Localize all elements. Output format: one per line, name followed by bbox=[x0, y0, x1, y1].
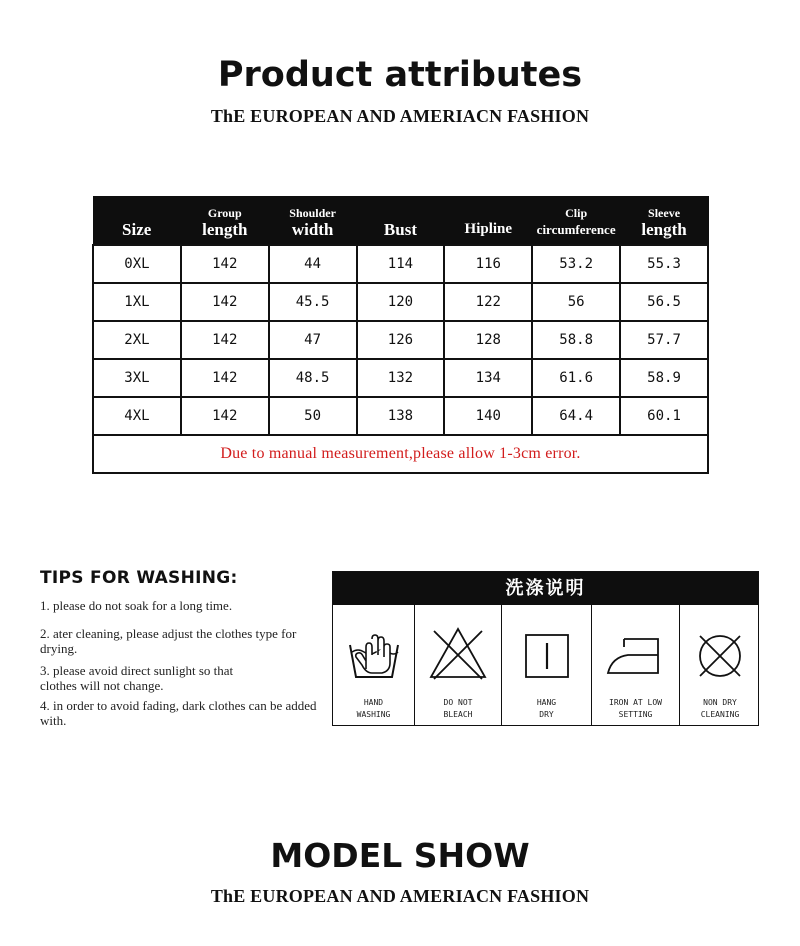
size-label-cell: 3XL bbox=[93, 359, 181, 397]
care-item-label: DO NOT BLEACH bbox=[443, 698, 473, 719]
washing-tip: 2. ater cleaning, please adjust the clothes type for drying. bbox=[40, 626, 297, 656]
care-item-no-dry-clean bbox=[680, 605, 760, 726]
shoulder-width-column-header: Shoulder width bbox=[269, 196, 357, 245]
measurement-cell: 61.6 bbox=[532, 359, 620, 397]
washing-tip: 3. please avoid direct sunlight so that clothes will not change. bbox=[40, 663, 234, 693]
size-label-cell: 4XL bbox=[93, 397, 181, 435]
care-item-label: HANG DRY bbox=[536, 698, 557, 719]
measurement-cell: 120 bbox=[357, 283, 445, 321]
measurement-cell: 58.9 bbox=[620, 359, 708, 397]
washing-tip: 1. please do not soak for a long time. bbox=[40, 598, 233, 613]
measurement-cell: 142 bbox=[181, 245, 269, 283]
measurement-cell: 55.3 bbox=[620, 245, 708, 283]
care-item-do-not-bleach bbox=[415, 605, 502, 726]
size-label-cell: 0XL bbox=[93, 245, 181, 283]
measurement-cell: 142 bbox=[181, 283, 269, 321]
table-row bbox=[93, 397, 708, 435]
bust-column-header: Bust bbox=[357, 196, 445, 245]
clip-circumference-column-header: Clip circumference bbox=[532, 196, 620, 245]
measurement-cell: 64.4 bbox=[532, 397, 620, 435]
group-length-column-header: Group length bbox=[181, 196, 269, 245]
model-show-title: MODEL SHOW bbox=[270, 836, 530, 875]
measurement-cell: 122 bbox=[444, 283, 532, 321]
size-label-cell: 2XL bbox=[93, 321, 181, 359]
care-item-label: IRON AT LOW SETTING bbox=[609, 698, 662, 719]
measurement-cell: 126 bbox=[357, 321, 445, 359]
care-item-hand-wash bbox=[333, 605, 415, 726]
page-title: Product attributes bbox=[217, 55, 583, 95]
measurement-note: Due to manual measurement,please allow 1-3cm error. bbox=[93, 435, 708, 473]
care-item-label: NON DRY CLEANING bbox=[700, 698, 740, 719]
care-instructions-title: 洗涤说明 bbox=[333, 572, 758, 605]
measurement-cell: 47 bbox=[269, 321, 357, 359]
measurement-cell: 58.8 bbox=[532, 321, 620, 359]
care-item-hang-dry bbox=[502, 605, 592, 726]
measurement-cell: 142 bbox=[181, 397, 269, 435]
size-table bbox=[92, 196, 709, 474]
table-row bbox=[93, 359, 708, 397]
hang-dry-icon bbox=[524, 633, 570, 679]
size-table-header-row bbox=[93, 196, 708, 245]
measurement-cell: 56.5 bbox=[620, 283, 708, 321]
measurement-cell: 44 bbox=[269, 245, 357, 283]
washing-tips-heading: TIPS FOR WASHING: bbox=[40, 568, 238, 588]
measurement-cell: 60.1 bbox=[620, 397, 708, 435]
size-column-header: Size bbox=[93, 196, 181, 245]
sleeve-length-column-header: Sleeve length bbox=[620, 196, 708, 245]
measurement-cell: 45.5 bbox=[269, 283, 357, 321]
table-row bbox=[93, 245, 708, 283]
measurement-cell: 128 bbox=[444, 321, 532, 359]
measurement-cell: 114 bbox=[357, 245, 445, 283]
table-row bbox=[93, 283, 708, 321]
table-row bbox=[93, 321, 708, 359]
size-label-cell: 1XL bbox=[93, 283, 181, 321]
measurement-cell: 57.7 bbox=[620, 321, 708, 359]
no-dry-clean-icon bbox=[695, 631, 745, 681]
care-instructions-panel bbox=[332, 571, 759, 726]
measurement-cell: 53.2 bbox=[532, 245, 620, 283]
measurement-cell: 56 bbox=[532, 283, 620, 321]
measurement-cell: 142 bbox=[181, 321, 269, 359]
do-not-bleach-icon bbox=[428, 625, 488, 681]
measurement-cell: 48.5 bbox=[269, 359, 357, 397]
measurement-cell: 116 bbox=[444, 245, 532, 283]
measurement-cell: 134 bbox=[444, 359, 532, 397]
measurement-cell: 142 bbox=[181, 359, 269, 397]
care-item-iron-low bbox=[592, 605, 680, 726]
care-item-label: HAND WASHING bbox=[356, 698, 391, 719]
table-note-row bbox=[93, 435, 708, 473]
measurement-cell: 140 bbox=[444, 397, 532, 435]
measurement-cell: 138 bbox=[357, 397, 445, 435]
measurement-cell: 50 bbox=[269, 397, 357, 435]
hand-wash-icon bbox=[344, 625, 404, 683]
page-subtitle: ThE EUROPEAN AND AMERIACN FASHION bbox=[210, 106, 590, 126]
model-show-subtitle: ThE EUROPEAN AND AMERIACN FASHION bbox=[210, 886, 590, 906]
measurement-cell: 132 bbox=[357, 359, 445, 397]
hipline-column-header: Hipline bbox=[444, 196, 532, 245]
washing-tip: 4. in order to avoid fading, dark clothes can be added with. bbox=[40, 698, 317, 728]
iron-low-icon bbox=[606, 635, 666, 679]
